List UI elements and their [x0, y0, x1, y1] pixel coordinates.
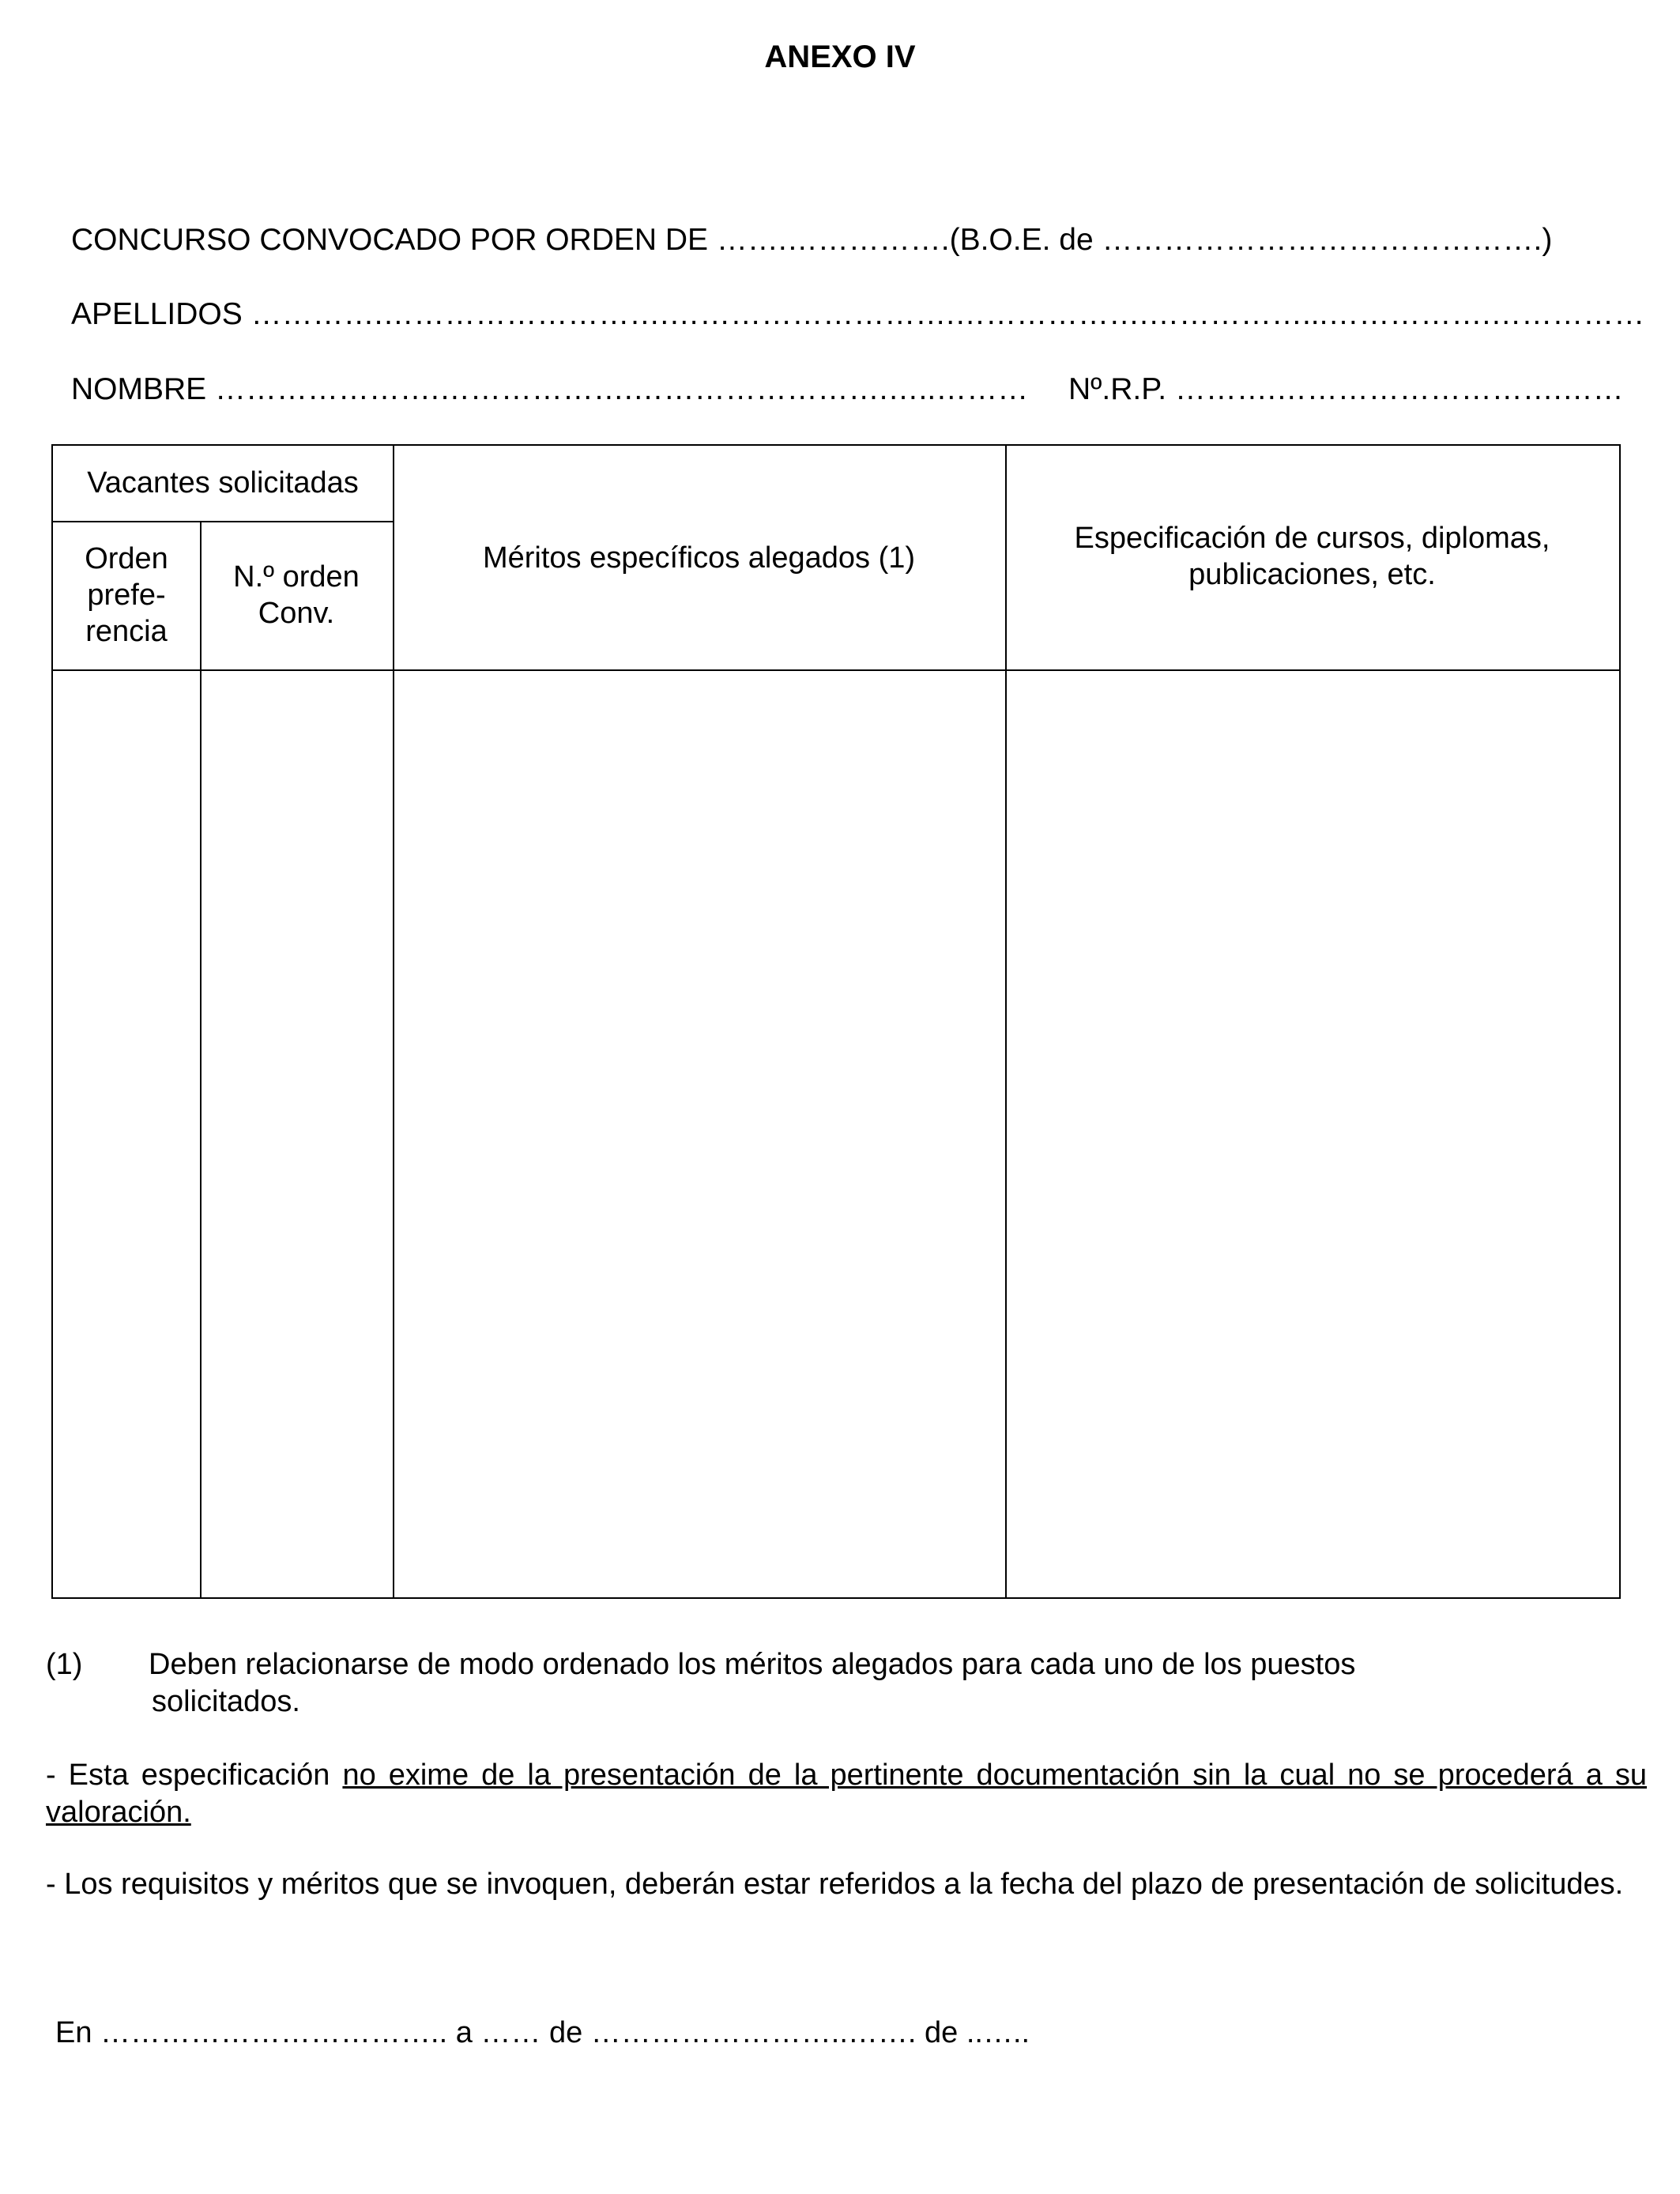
note-1-marker: (1) — [46, 1648, 83, 1681]
note-3: - Los requisitos y méritos que se invoquen, deberán estar referidos a la fecha del plazo de presentación de solicitudes. — [46, 1868, 1624, 1901]
note-2 — [46, 1757, 1647, 1831]
note-1-line-1: Deben relacionarse de modo ordenado los méritos alegados para cada uno de los puestos — [149, 1648, 1356, 1681]
cell-especificacion[interactable] — [1007, 671, 1619, 1597]
nrp-field[interactable]: Nº.R.P. ……….……………………….…… — [1068, 372, 1624, 406]
header-orden-preferencia — [53, 521, 200, 669]
page-title: ANEXO IV — [764, 40, 916, 74]
note-1-line-2: solicitados. — [152, 1685, 300, 1718]
concurso-field[interactable]: CONCURSO CONVOCADO POR ORDEN DE …….…………….(B.O.E. de …………………………………….) — [71, 223, 1553, 257]
signature-line[interactable]: En …………………………….. a …… de ……………………..……. de ..….. — [55, 2016, 1030, 2049]
cell-meritos[interactable] — [394, 671, 1005, 1597]
note-2-underlined: no exime de la presentación de la pertinente documentación sin la cual no se procederá a su valoración. — [46, 1759, 1647, 1829]
header-orden-line3: rencia — [85, 615, 168, 648]
header-n-orden-line2: Conv. — [258, 597, 335, 630]
header-vacantes-solicitadas: Vacantes solicitadas — [87, 466, 359, 499]
header-especificacion-line1: Especificación de cursos, diplomas, — [1074, 521, 1550, 555]
header-especificacion — [1005, 446, 1619, 669]
cell-orden-preferencia[interactable] — [53, 671, 200, 1597]
apellidos-field[interactable]: APELLIDOS ………….……………………….……………………….……………….……………...…………….…………… — [71, 297, 1645, 331]
header-orden-line2: prefe- — [87, 579, 166, 612]
nombre-field[interactable]: NOMBRE ………………….……………….…………………….…..……… — [71, 372, 1029, 406]
header-especificacion-line2: publicaciones, etc. — [1188, 557, 1436, 591]
header-n-orden-conv — [200, 521, 393, 669]
cell-n-orden-conv[interactable] — [202, 671, 393, 1597]
header-meritos: Méritos específicos alegados (1) — [482, 541, 916, 575]
vacantes-table — [51, 444, 1621, 1599]
header-orden-line1: Orden — [85, 542, 168, 575]
note-2-prefix: - Esta especificación — [46, 1759, 343, 1792]
header-n-orden-line1: N.º orden — [233, 560, 360, 594]
